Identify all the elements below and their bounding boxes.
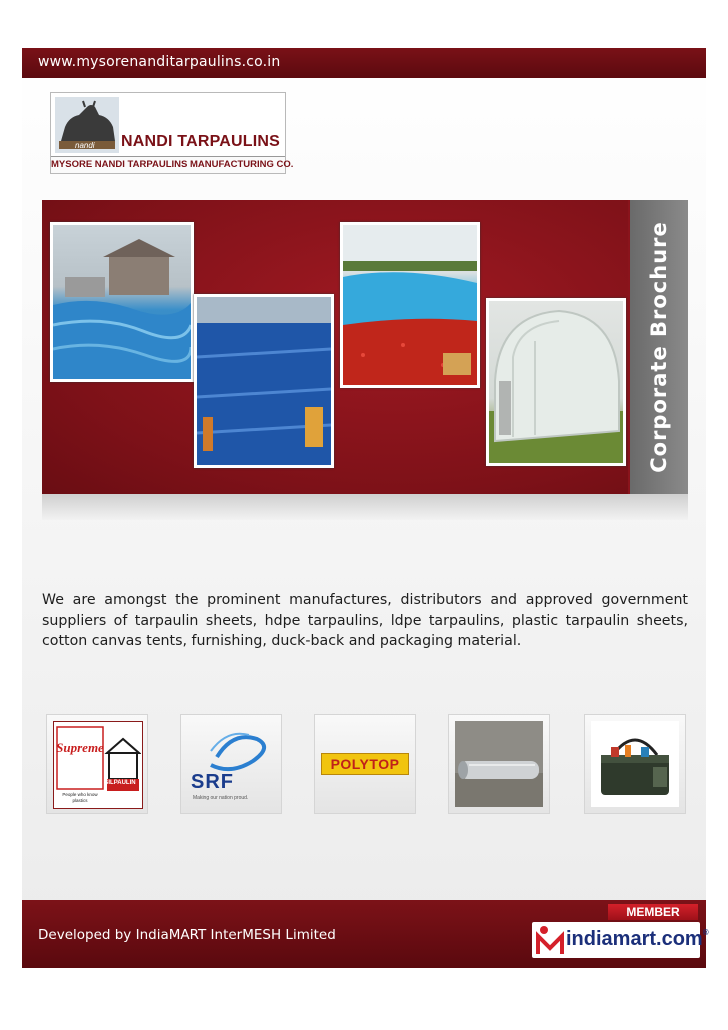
- hero-bottom-strip: [42, 494, 688, 520]
- photo-tarpaulin-covered-yard: [50, 222, 194, 382]
- photo-polyhouse-tunnel: [486, 298, 626, 466]
- brand-tile-canvas-bag[interactable]: [584, 714, 686, 814]
- registered-mark: ®: [702, 928, 709, 937]
- logo-tag: nandi: [75, 141, 95, 150]
- company-introduction: We are amongst the prominent manufactures, distributors and approved government suppliers of tarpaulin sheets, hdpe tarpaulins, ldpe tarpaulins, plastic tarpaulin sheets, cotton canvas tents, furnishing, duck-back and packaging material.: [42, 592, 688, 650]
- srf-brand-name: SRF: [191, 771, 234, 793]
- brochure-page: [22, 48, 709, 968]
- indiamart-brand-text: indiamart.com: [566, 928, 703, 950]
- footer-bar: [22, 900, 709, 968]
- hero-photo-panel: [42, 200, 628, 494]
- canvas-tool-bag-photo: [591, 721, 679, 807]
- srf-tagline: Making our nation proud.: [193, 795, 249, 801]
- photo-tarpaulin-chilli-field: [340, 222, 480, 388]
- header-bar: [22, 48, 706, 78]
- brand-logo-row: [46, 714, 686, 814]
- tarpaulin-roll-photo: [455, 721, 543, 807]
- supreme-tagline: People who know plastics: [62, 792, 98, 803]
- side-label-text: Corporate Brochure: [647, 221, 671, 473]
- photo-blue-tarpaulin-truck: [194, 294, 334, 468]
- polytop-brand-name: POLYTOP: [330, 756, 400, 772]
- brand-tile-supreme-silpaulin[interactable]: [46, 714, 148, 814]
- supreme-brand-name: Supreme: [56, 740, 104, 755]
- website-url-link[interactable]: www.mysorenanditarpaulins.co.in: [38, 54, 281, 70]
- developer-name-link[interactable]: IndiaMART InterMESH Limited: [135, 927, 336, 943]
- indiamart-m-icon: [536, 924, 564, 956]
- logo-title: NANDI TARPAULINS: [121, 133, 281, 150]
- hero-banner: [42, 200, 688, 494]
- silpaulin-brand-name: SILPAULIN: [104, 780, 136, 786]
- indiamart-logo[interactable]: [532, 922, 709, 958]
- company-logo: [50, 92, 294, 174]
- logo-subtitle: MYSORE NANDI TARPAULINS MANUFACTURING CO.: [51, 156, 285, 173]
- member-badge: MEMBER: [608, 904, 698, 920]
- developed-by-credit: [38, 927, 336, 943]
- indiamart-wordmark: [566, 928, 709, 951]
- developed-by-prefix: Developed by: [38, 927, 136, 943]
- brand-tile-polytop[interactable]: [314, 714, 416, 814]
- brand-tile-product-roll[interactable]: [448, 714, 550, 814]
- polytop-logo: [321, 753, 409, 775]
- brand-tile-srf[interactable]: [180, 714, 282, 814]
- corporate-brochure-side-label: [630, 200, 688, 494]
